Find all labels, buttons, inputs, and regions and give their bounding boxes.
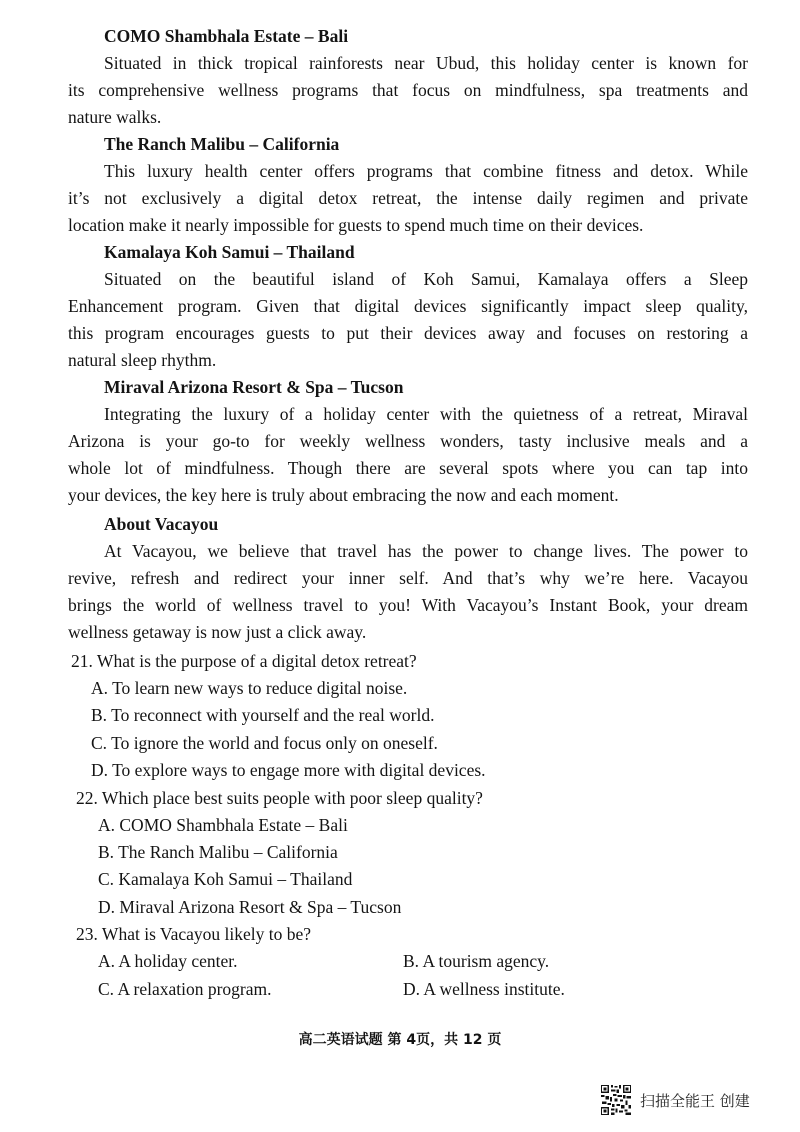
paragraph-line: whole lot of mindfulness. Though there are several spots where you can tap into [68,458,748,478]
paragraph-line: At Vacayou, we believe that travel has the power to change lives. The power to [104,541,748,561]
paragraph-line: This luxury health center offers programs that combine fitness and detox. While [104,161,748,181]
question-22-option-b: B. The Ranch Malibu – California [98,842,338,862]
watermark-text: 扫描全能王 创建 [640,1091,750,1110]
question-21-option-c: C. To ignore the world and focus only on oneself. [91,733,438,753]
section-heading-miraval: Miraval Arizona Resort & Spa – Tucson [104,377,404,397]
question-22-option-c: C. Kamalaya Koh Samui – Thailand [98,869,353,889]
question-21-option-d: D. To explore ways to engage more with digital devices. [91,760,486,780]
question-23-option-c: C. A relaxation program. [98,979,272,999]
paragraph-line: Enhancement program. Given that digital devices significantly impact sleep quality, [68,296,748,316]
question-21-option-b: B. To reconnect with yourself and the real world. [91,705,435,725]
paragraph-line: natural sleep rhythm. [68,350,217,370]
question-21-option-a: A. To learn new ways to reduce digital noise. [91,678,408,698]
paragraph-line: Situated on the beautiful island of Koh Samui, Kamalaya offers a Sleep [104,269,748,289]
section-heading-ranch: The Ranch Malibu – California [104,134,340,154]
paragraph-line: brings the world of wellness travel to you! With Vacayou’s Instant Book, your dream [68,595,748,615]
paragraph-line: it’s not exclusively a digital detox retreat, the intense daily regimen and private [68,188,748,208]
question-21-stem: 21. What is the purpose of a digital detox retreat? [71,651,417,671]
question-23-stem: 23. What is Vacayou likely to be? [76,924,312,944]
paragraph-line: its comprehensive wellness programs that focus on mindfulness, spa treatments and [68,80,748,100]
question-23-option-d: D. A wellness institute. [403,979,565,999]
section-heading-kamalaya: Kamalaya Koh Samui – Thailand [104,242,355,262]
paragraph-line: Integrating the luxury of a holiday center with the quietness of a retreat, Miraval [104,404,748,424]
paragraph-line: Situated in thick tropical rainforests near Ubud, this holiday center is known for [104,53,748,73]
scanner-watermark [600,1083,750,1117]
paragraph-line: wellness getaway is now just a click away. [68,622,367,642]
paragraph-line: Arizona is your go-to for weekly wellness wonders, tasty inclusive meals and a [68,431,748,451]
page-footer: 高二英语试题 第 4页，共 12 页 [298,1032,502,1048]
question-23-option-a: A. A holiday center. [98,951,238,971]
question-22-option-d: D. Miraval Arizona Resort & Spa – Tucson [98,897,402,917]
section-heading-vacayou: About Vacayou [104,514,219,534]
paragraph-line: revive, refresh and redirect your inner self. And that’s why we’re here. Vacayou [68,568,748,588]
qr-code-icon [600,1084,632,1116]
paragraph-line: this program encourages guests to put their devices away and focuses on restoring a [68,323,748,343]
question-23-option-b: B. A tourism agency. [403,951,550,971]
question-22-option-a: A. COMO Shambhala Estate – Bali [98,815,348,835]
question-22-stem: 22. Which place best suits people with poor sleep quality? [76,788,483,808]
paragraph-line: nature walks. [68,107,162,127]
paragraph-line: your devices, the key here is truly about embracing the now and each moment. [68,485,619,505]
section-heading-como: COMO Shambhala Estate – Bali [104,26,349,46]
paragraph-line: location make it nearly impossible for guests to spend much time on their devices. [68,215,644,235]
